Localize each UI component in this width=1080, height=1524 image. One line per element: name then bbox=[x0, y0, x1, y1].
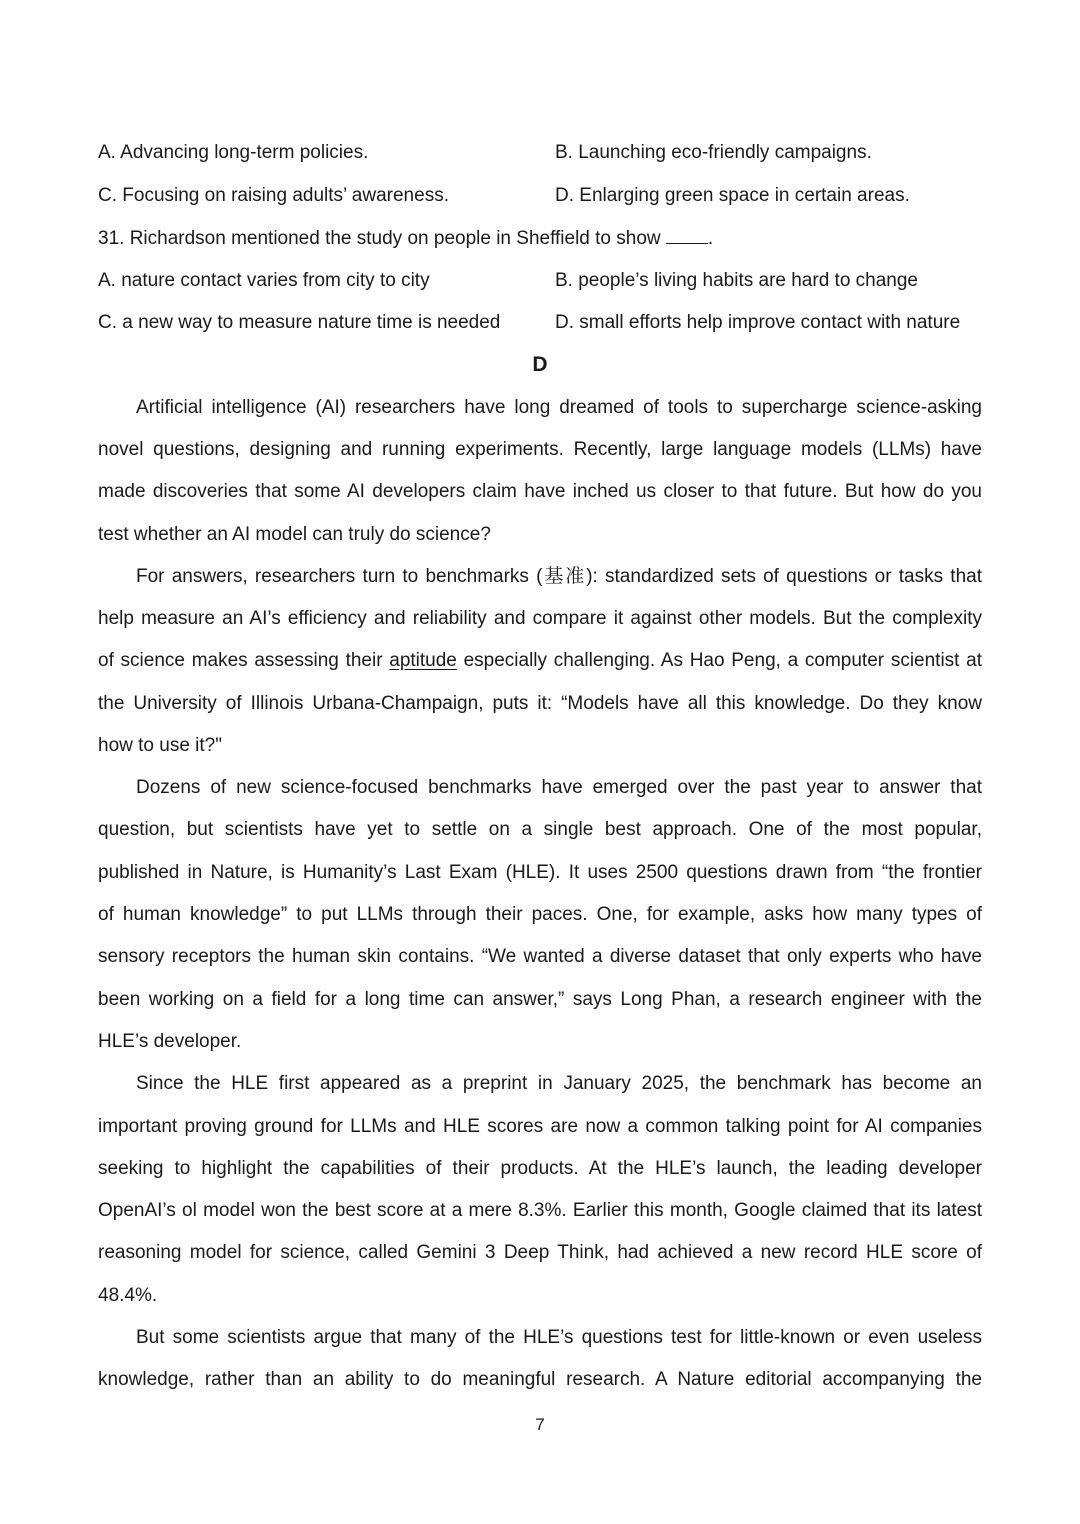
p2-line-4: the University of Illinois Urbana-Champaign, puts it: “Models have all this knowledge. Do they know bbox=[98, 693, 982, 714]
q30-option-a: A. Advancing long-term policies. bbox=[98, 142, 369, 163]
p4-line-4: OpenAI’s ol model won the best score at a mere 8.3%. Earlier this month, Google claimed that its latest bbox=[98, 1200, 982, 1221]
p3-line-1: Dozens of new science-focused benchmarks have emerged over the past year to answer that bbox=[136, 777, 982, 798]
p1-line-4: test whether an AI model can truly do science? bbox=[98, 524, 491, 545]
p4-line-6: 48.4%. bbox=[98, 1285, 158, 1306]
q31-stem bbox=[98, 226, 713, 251]
q31-option-a: A. nature contact varies from city to city bbox=[98, 270, 430, 291]
p3-line-6: been working on a field for a long time can answer,” says Long Phan, a research engineer with the bbox=[98, 989, 982, 1010]
p2-line-5: how to use it?" bbox=[98, 735, 222, 756]
p2-line-1: For answers, researchers turn to benchmarks (基准): standardized sets of questions or tasks that bbox=[136, 566, 982, 587]
q31-option-d: D. small efforts help improve contact with nature bbox=[555, 312, 961, 333]
answer-blank bbox=[666, 226, 708, 244]
q31-option-c: C. a new way to measure nature time is needed bbox=[98, 312, 501, 333]
q30-option-d: D. Enlarging green space in certain areas. bbox=[555, 185, 910, 206]
p3-line-4: of human knowledge” to put LLMs through their paces. One, for example, asks how many types of bbox=[98, 904, 982, 925]
section-title: D bbox=[532, 353, 548, 376]
p1-line-3: made discoveries that some AI developers claim have inched us closer to that future. But how do you bbox=[98, 481, 982, 502]
p2-line-3 bbox=[98, 649, 982, 673]
p2-line-3-start: of science makes assessing their bbox=[98, 650, 383, 671]
p2-line-3-end: especially challenging. As Hao Peng, a computer scientist at bbox=[463, 650, 983, 671]
p2-line-2: help measure an AI’s efficiency and reliability and compare it against other models. But the complexity bbox=[98, 608, 982, 629]
page-number: 7 bbox=[535, 1415, 545, 1434]
q31-stem-end: . bbox=[707, 228, 714, 249]
q30-option-b: B. Launching eco-friendly campaigns. bbox=[555, 142, 872, 163]
p3-line-2: question, but scientists have yet to settle on a single best approach. One of the most popular, bbox=[98, 819, 982, 840]
q30-option-c: C. Focusing on raising adults’ awareness. bbox=[98, 185, 449, 206]
p4-line-2: important proving ground for LLMs and HLE scores are now a common talking point for AI companies bbox=[98, 1116, 982, 1137]
p5-line-2: knowledge, rather than an ability to do meaningful research. A Nature editorial accompanying the bbox=[98, 1369, 982, 1390]
p4-line-5: reasoning model for science, called Gemini 3 Deep Think, had achieved a new record HLE score of bbox=[98, 1242, 982, 1263]
q31-stem-text: 31. Richardson mentioned the study on people in Sheffield to show bbox=[98, 228, 661, 249]
p5-line-1: But some scientists argue that many of the HLE’s questions test for little-known or even useless bbox=[136, 1327, 982, 1348]
p4-line-1: Since the HLE first appeared as a preprint in January 2025, the benchmark has become an bbox=[136, 1073, 982, 1094]
p4-line-3: seeking to highlight the capabilities of their products. At the HLE’s launch, the leading developer bbox=[98, 1158, 982, 1179]
p3-line-5: sensory receptors the human skin contains. “We wanted a diverse dataset that only experts who have bbox=[98, 946, 982, 967]
underlined-word: aptitude bbox=[389, 650, 457, 671]
p3-line-7: HLE’s developer. bbox=[98, 1031, 242, 1052]
p1-line-2: novel questions, designing and running experiments. Recently, large language models (LLMs) have bbox=[98, 439, 982, 460]
p1-line-1: Artificial intelligence (AI) researchers have long dreamed of tools to supercharge science-asking bbox=[136, 397, 982, 418]
p3-line-3: published in Nature, is Humanity’s Last Exam (HLE). It uses 2500 questions drawn from “the frontier bbox=[98, 862, 982, 883]
q31-option-b: B. people’s living habits are hard to change bbox=[555, 270, 919, 291]
